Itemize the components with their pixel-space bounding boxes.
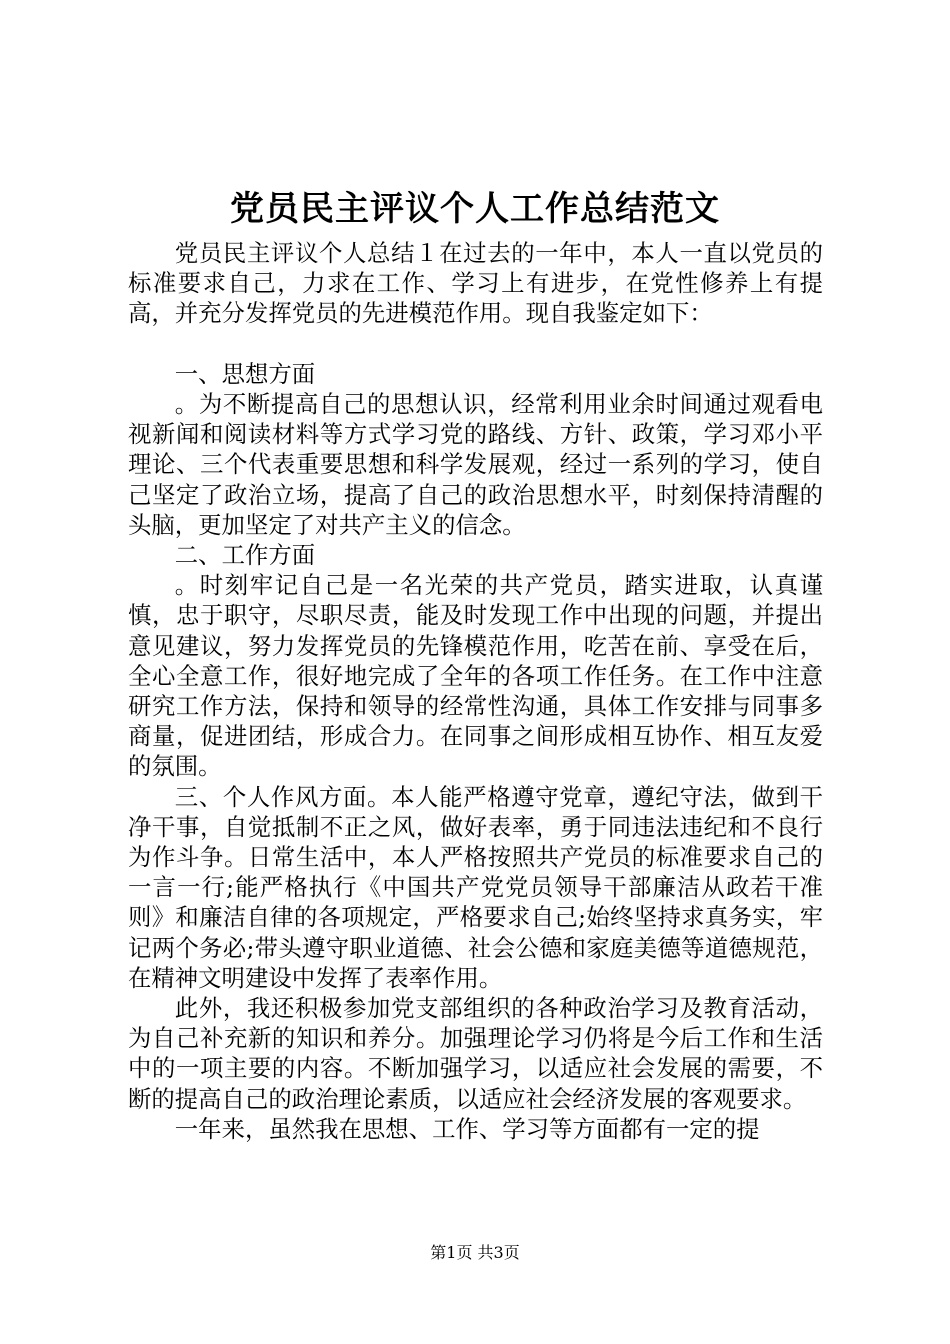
thought-paragraph: 。为不断提高自己的思想认识，经常利用业余时间通过观看电视新闻和阅读材料等方式学习党的路线、方针、政策，学习邓小平理论、三个代表重要思想和科学发展观，经过一系列的学习，使自己坚定了政治立场，提高了自己的政治思想水平，时刻保持清醒的头脑，更加坚定了对共产主义的信念。 (128, 390, 823, 539)
section-heading-work: 二、工作方面 (174, 541, 316, 570)
section-heading-thought: 一、思想方面 (174, 359, 316, 388)
blank-line (128, 329, 823, 359)
style-paragraph: 三、个人作风方面。本人能严格遵守党章，遵纪守法，做到干净干事，自觉抵制不正之风，做好表率，勇于同违法违纪和不良行为作斗争。日常生活中，本人严格按照共产党员的标准要求自己的一言一行;能严格执行《中国共产党党员领导干部廉洁从政若干准则》和廉洁自律的各项规定，严格要求自己;始终坚持求真务实，牢记两个务必;带头遵守职业道德、社会公德和家庭美德等道德规范，在精神文明建设中发挥了表率作用。 (128, 782, 823, 992)
study-paragraph: 此外，我还积极参加党支部组织的各种政治学习及教育活动，为自己补充新的知识和养分。加强理论学习仍将是今后工作和生活中的一项主要的内容。不断加强学习，以适应社会发展的需要，不断的提高自己的政治理论素质，以适应社会经济发展的客观要求。 (128, 994, 823, 1113)
page-footer: 第1页 共3页 (430, 1243, 520, 1262)
closing-paragraph: 一年来，虽然我在思想、工作、学习等方面都有一定的提 (174, 1114, 760, 1143)
intro-paragraph: 党员民主评议个人总结１在过去的一年中，本人一直以党员的标准要求自己，力求在工作、学习上有进步，在党性修养上有提高，并充分发挥党员的先进模范作用。现自我鉴定如下： (128, 239, 823, 328)
work-paragraph: 。时刻牢记自己是一名光荣的共产党员，踏实进取，认真谨慎，忠于职守，尽职尽责，能及时发现工作中出现的问题，并提出意见建议，努力发挥党员的先锋模范作用，吃苦在前、享受在后，全心全意工作，很好地完成了全年的各项工作任务。在工作中注意研究工作方法，保持和领导的经常性沟通，具体工作安排与同事多商量，促进团结，形成合力。在同事之间形成相互协作、相互友爱的氛围。 (128, 571, 823, 781)
document-body (128, 238, 823, 1144)
document-title: 党员民主评议个人工作总结范文 (230, 189, 720, 229)
